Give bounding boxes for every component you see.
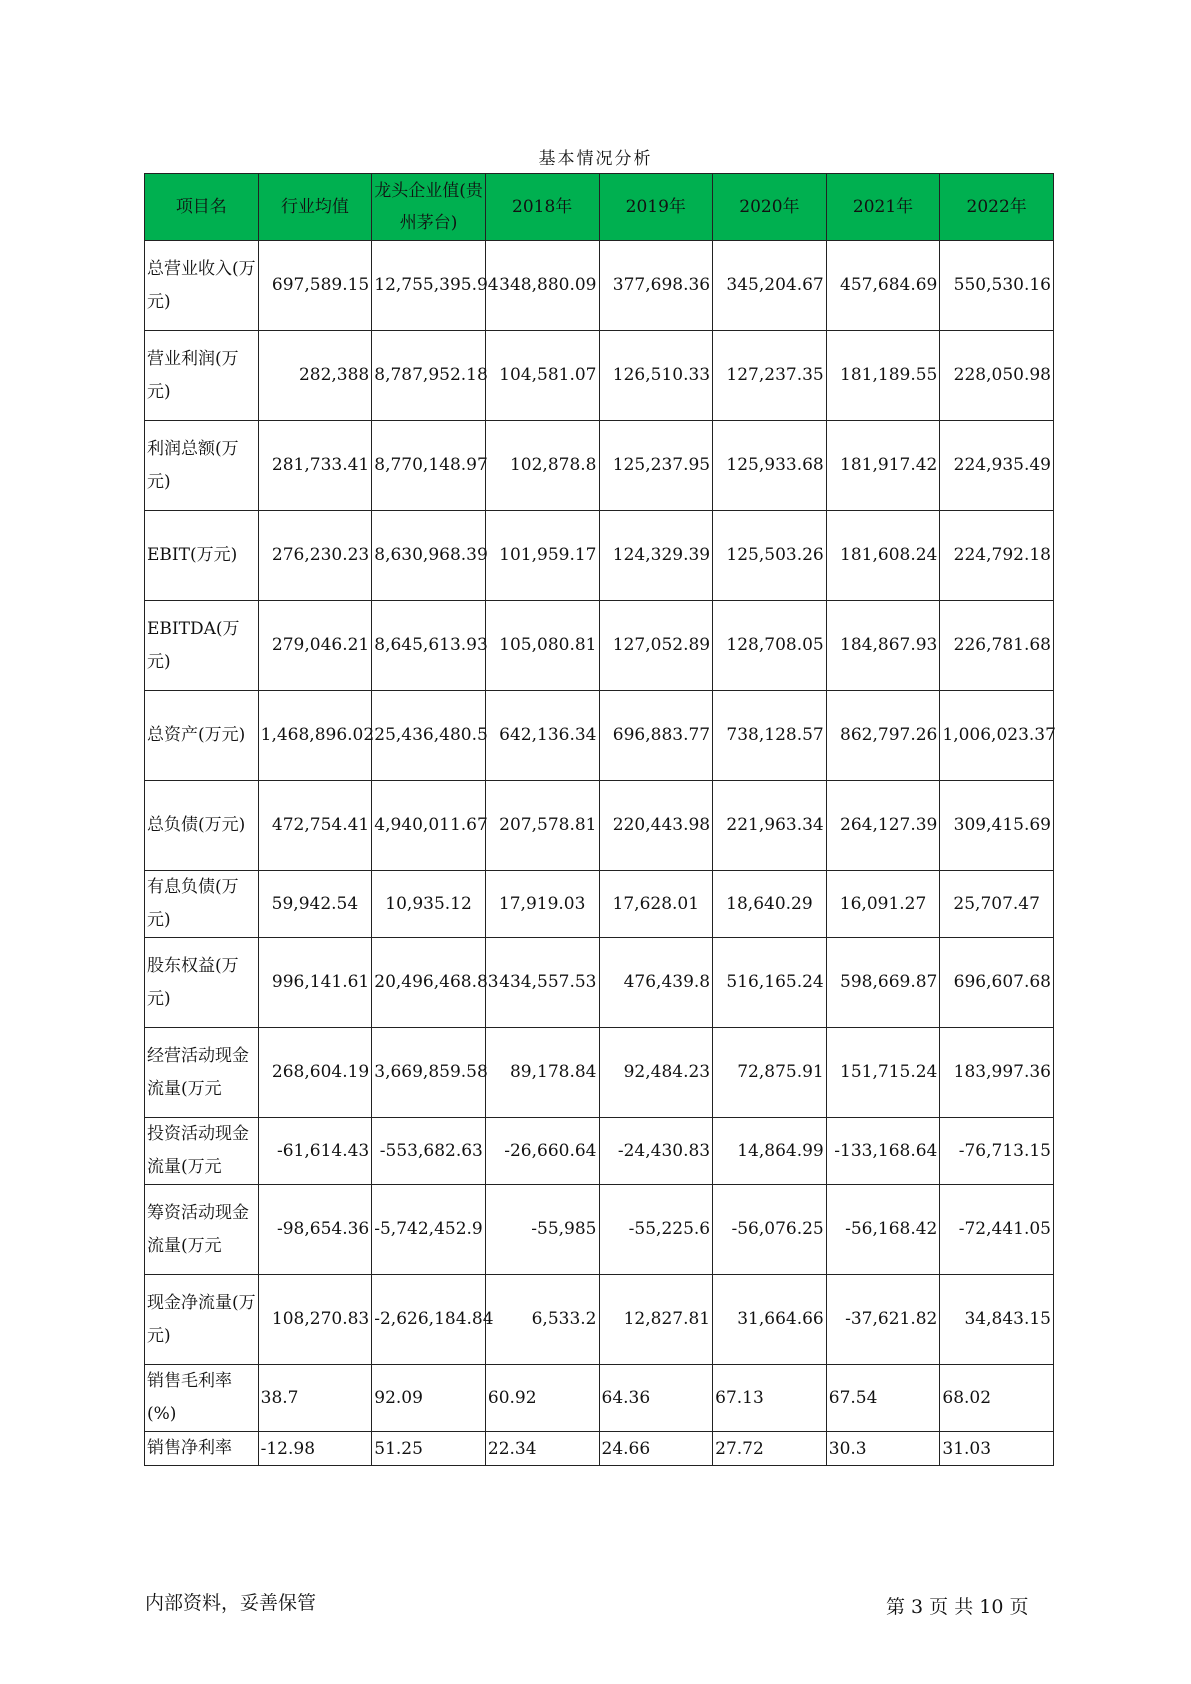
table-row bbox=[145, 1185, 1054, 1275]
table-cell: 31,664.66 bbox=[713, 1275, 827, 1365]
table-cell: 345,204.67 bbox=[713, 241, 827, 331]
table-cell: 207,578.81 bbox=[485, 781, 599, 871]
table-cell: 224,935.49 bbox=[940, 421, 1054, 511]
table-cell: 89,178.84 bbox=[485, 1028, 599, 1118]
table-cell: 598,669.87 bbox=[826, 938, 940, 1028]
table-cell: 996,141.61 bbox=[258, 938, 372, 1028]
table-cell: -56,168.42 bbox=[826, 1185, 940, 1275]
header-row bbox=[145, 174, 1054, 241]
table-cell: 34,843.15 bbox=[940, 1275, 1054, 1365]
table-cell: 67.13 bbox=[713, 1365, 827, 1432]
table-row bbox=[145, 1118, 1054, 1185]
table-cell: -76,713.15 bbox=[940, 1118, 1054, 1185]
table-cell: 125,933.68 bbox=[713, 421, 827, 511]
table-cell: 25,436,480.5 bbox=[372, 691, 486, 781]
header-cell: 2020年 bbox=[713, 174, 827, 241]
table-cell: 24.66 bbox=[599, 1432, 713, 1466]
table-cell: -56,076.25 bbox=[713, 1185, 827, 1275]
table-cell: 128,708.05 bbox=[713, 601, 827, 691]
table-cell: 8,630,968.39 bbox=[372, 511, 486, 601]
header-cell: 2019年 bbox=[599, 174, 713, 241]
table-cell: 18,640.29 bbox=[713, 871, 827, 938]
header-cell: 项目名 bbox=[145, 174, 259, 241]
table-cell: 68.02 bbox=[940, 1365, 1054, 1432]
table-cell: 4,940,011.67 bbox=[372, 781, 486, 871]
table-cell: 8,645,613.93 bbox=[372, 601, 486, 691]
header-cell: 龙头企业值(贵州茅台) bbox=[372, 174, 486, 241]
table-cell: 151,715.24 bbox=[826, 1028, 940, 1118]
table-row bbox=[145, 511, 1054, 601]
table-row bbox=[145, 1028, 1054, 1118]
table-row bbox=[145, 1275, 1054, 1365]
table-cell: 279,046.21 bbox=[258, 601, 372, 691]
table-cell: 226,781.68 bbox=[940, 601, 1054, 691]
header-cell: 2018年 bbox=[485, 174, 599, 241]
table-cell: 282,388 bbox=[258, 331, 372, 421]
table-cell: 181,189.55 bbox=[826, 331, 940, 421]
table-cell: 862,797.26 bbox=[826, 691, 940, 781]
table-cell: -61,614.43 bbox=[258, 1118, 372, 1185]
table-cell: 264,127.39 bbox=[826, 781, 940, 871]
table-cell: 228,050.98 bbox=[940, 331, 1054, 421]
row-label: 总资产(万元) bbox=[145, 691, 259, 781]
table-cell: 434,557.53 bbox=[485, 938, 599, 1028]
table-cell: 224,792.18 bbox=[940, 511, 1054, 601]
table-row bbox=[145, 781, 1054, 871]
table-cell: 10,935.12 bbox=[372, 871, 486, 938]
table-cell: 476,439.8 bbox=[599, 938, 713, 1028]
header-cell: 2021年 bbox=[826, 174, 940, 241]
table-cell: 25,707.47 bbox=[940, 871, 1054, 938]
table-caption: 基本情况分析 bbox=[538, 149, 653, 169]
table-cell: 181,917.42 bbox=[826, 421, 940, 511]
table-cell: 108,270.83 bbox=[258, 1275, 372, 1365]
table-cell: -72,441.05 bbox=[940, 1185, 1054, 1275]
table-cell: 220,443.98 bbox=[599, 781, 713, 871]
table-cell: 472,754.41 bbox=[258, 781, 372, 871]
row-label: EBITDA(万元) bbox=[145, 601, 259, 691]
table-cell: 27.72 bbox=[713, 1432, 827, 1466]
table-cell: 126,510.33 bbox=[599, 331, 713, 421]
table-cell: 309,415.69 bbox=[940, 781, 1054, 871]
table-cell: 1,468,896.02 bbox=[258, 691, 372, 781]
table-cell: 281,733.41 bbox=[258, 421, 372, 511]
table-cell: 696,883.77 bbox=[599, 691, 713, 781]
table-cell: 31.03 bbox=[940, 1432, 1054, 1466]
table-cell: 6,533.2 bbox=[485, 1275, 599, 1365]
table-cell: -55,225.6 bbox=[599, 1185, 713, 1275]
header-cell: 行业均值 bbox=[258, 174, 372, 241]
table-cell: 104,581.07 bbox=[485, 331, 599, 421]
table-cell: -133,168.64 bbox=[826, 1118, 940, 1185]
table-cell: -55,985 bbox=[485, 1185, 599, 1275]
table-cell: 696,607.68 bbox=[940, 938, 1054, 1028]
table-cell: 16,091.27 bbox=[826, 871, 940, 938]
table-cell: -98,654.36 bbox=[258, 1185, 372, 1275]
table-cell: 59,942.54 bbox=[258, 871, 372, 938]
table-cell: 102,878.8 bbox=[485, 421, 599, 511]
table-cell: 92,484.23 bbox=[599, 1028, 713, 1118]
table-cell: 697,589.15 bbox=[258, 241, 372, 331]
row-label: EBIT(万元) bbox=[145, 511, 259, 601]
row-label: 销售净利率 bbox=[145, 1432, 259, 1466]
table-cell: 67.54 bbox=[826, 1365, 940, 1432]
table-cell: 181,608.24 bbox=[826, 511, 940, 601]
table-cell: 377,698.36 bbox=[599, 241, 713, 331]
table-cell: -2,626,184.84 bbox=[372, 1275, 486, 1365]
row-label: 总负债(万元) bbox=[145, 781, 259, 871]
table-cell: 38.7 bbox=[258, 1365, 372, 1432]
table-row bbox=[145, 938, 1054, 1028]
table-cell: -5,742,452.9 bbox=[372, 1185, 486, 1275]
table-cell: 125,237.95 bbox=[599, 421, 713, 511]
row-label: 有息负债(万元) bbox=[145, 871, 259, 938]
table-cell: 20,496,468.83 bbox=[372, 938, 486, 1028]
table-cell: 30.3 bbox=[826, 1432, 940, 1466]
table-cell: 125,503.26 bbox=[713, 511, 827, 601]
row-label: 销售毛利率(%) bbox=[145, 1365, 259, 1432]
table-cell: 127,237.35 bbox=[713, 331, 827, 421]
table-cell: 22.34 bbox=[485, 1432, 599, 1466]
table-cell: -12.98 bbox=[258, 1432, 372, 1466]
table-cell: 348,880.09 bbox=[485, 241, 599, 331]
table-cell: 105,080.81 bbox=[485, 601, 599, 691]
row-label: 股东权益(万元) bbox=[145, 938, 259, 1028]
table-cell: 127,052.89 bbox=[599, 601, 713, 691]
table-cell: 738,128.57 bbox=[713, 691, 827, 781]
table-cell: 60.92 bbox=[485, 1365, 599, 1432]
table-cell: 64.36 bbox=[599, 1365, 713, 1432]
table-row bbox=[145, 1432, 1054, 1466]
table-cell: 12,755,395.94 bbox=[372, 241, 486, 331]
row-label: 经营活动现金流量(万元 bbox=[145, 1028, 259, 1118]
header-cell: 2022年 bbox=[940, 174, 1054, 241]
table-cell: 14,864.99 bbox=[713, 1118, 827, 1185]
table-cell: 184,867.93 bbox=[826, 601, 940, 691]
table-cell: -26,660.64 bbox=[485, 1118, 599, 1185]
financial-table bbox=[144, 173, 1054, 1466]
row-label: 利润总额(万元) bbox=[145, 421, 259, 511]
row-label: 营业利润(万元) bbox=[145, 331, 259, 421]
table-row bbox=[145, 421, 1054, 511]
table-cell: 8,770,148.97 bbox=[372, 421, 486, 511]
table-row bbox=[145, 241, 1054, 331]
footer-confidential: 内部资料，妥善保管 bbox=[145, 1592, 317, 1614]
table-cell: 1,006,023.37 bbox=[940, 691, 1054, 781]
row-label: 现金净流量(万元) bbox=[145, 1275, 259, 1365]
row-label: 投资活动现金流量(万元 bbox=[145, 1118, 259, 1185]
table-cell: 457,684.69 bbox=[826, 241, 940, 331]
table-cell: 221,963.34 bbox=[713, 781, 827, 871]
table-cell: 101,959.17 bbox=[485, 511, 599, 601]
table-cell: -24,430.83 bbox=[599, 1118, 713, 1185]
table-cell: 183,997.36 bbox=[940, 1028, 1054, 1118]
table-row bbox=[145, 331, 1054, 421]
table-cell: 268,604.19 bbox=[258, 1028, 372, 1118]
table-cell: 17,628.01 bbox=[599, 871, 713, 938]
table-cell: 92.09 bbox=[372, 1365, 486, 1432]
table-cell: 8,787,952.18 bbox=[372, 331, 486, 421]
table-row bbox=[145, 871, 1054, 938]
table-cell: 642,136.34 bbox=[485, 691, 599, 781]
table-row bbox=[145, 691, 1054, 781]
table-row bbox=[145, 1365, 1054, 1432]
table-cell: 3,669,859.58 bbox=[372, 1028, 486, 1118]
table-cell: 516,165.24 bbox=[713, 938, 827, 1028]
table-body bbox=[145, 241, 1054, 1466]
table-cell: 276,230.23 bbox=[258, 511, 372, 601]
footer-page-number: 第 3 页 共 10 页 bbox=[886, 1596, 1029, 1618]
table-cell: 17,919.03 bbox=[485, 871, 599, 938]
table-cell: 72,875.91 bbox=[713, 1028, 827, 1118]
table-cell: 51.25 bbox=[372, 1432, 486, 1466]
row-label: 筹资活动现金流量(万元 bbox=[145, 1185, 259, 1275]
table-cell: 124,329.39 bbox=[599, 511, 713, 601]
table-cell: -37,621.82 bbox=[826, 1275, 940, 1365]
table-row bbox=[145, 601, 1054, 691]
table-cell: 550,530.16 bbox=[940, 241, 1054, 331]
table-cell: -553,682.63 bbox=[372, 1118, 486, 1185]
row-label: 总营业收入(万元) bbox=[145, 241, 259, 331]
table-cell: 12,827.81 bbox=[599, 1275, 713, 1365]
